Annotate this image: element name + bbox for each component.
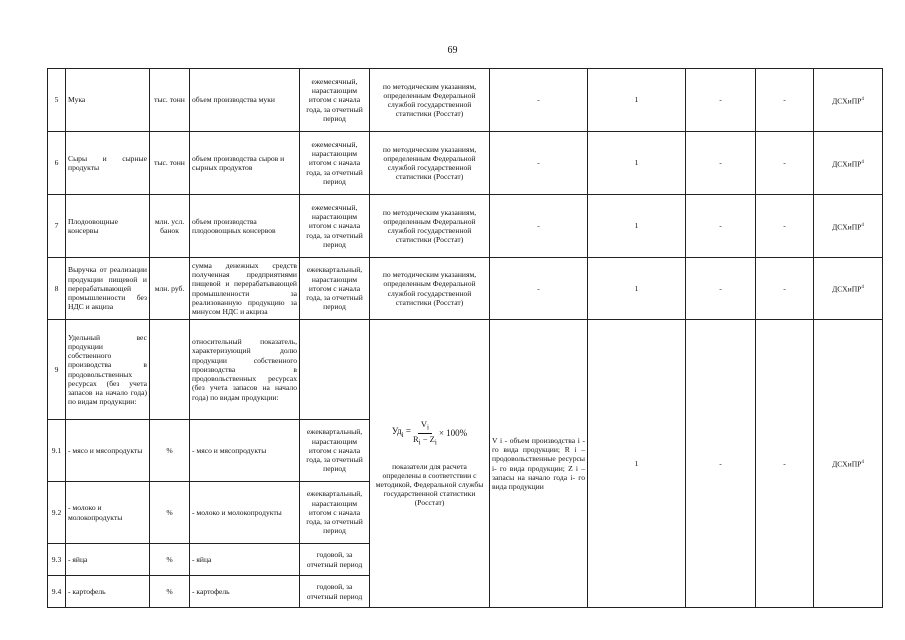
formula-lhs: $Уд_i$ = bbox=[391, 426, 411, 440]
periodicity: ежеквартальный, нарастающим итогом с начала года, за отчетный период bbox=[300, 258, 370, 320]
formula-lhs-sub: i bbox=[401, 430, 404, 440]
row-number: 9.3 bbox=[48, 544, 66, 576]
formula-denominator bbox=[413, 434, 437, 448]
row-number: 9 bbox=[48, 320, 66, 420]
method: по методическим указаниям, определенным Федеральной службой государственной статистики (Росстат) bbox=[370, 69, 490, 132]
indicator-name: - картофель bbox=[66, 576, 150, 608]
source-label: ДСХиПР bbox=[832, 459, 862, 469]
dash-cell: - bbox=[686, 132, 756, 195]
indicator-name: - мясо и мясопродукты bbox=[66, 420, 150, 482]
formula-cell: - bbox=[490, 132, 588, 195]
source-cell bbox=[814, 195, 883, 258]
value-cell: 1 bbox=[588, 132, 686, 195]
source-label: ДСХиПР bbox=[832, 222, 862, 232]
row-number: 8 bbox=[48, 258, 66, 320]
method: по методическим указаниям, определенным Федеральной службой государственной статистики (Росстат) bbox=[370, 132, 490, 195]
indicator-name: Удельный вес продукции собственного производства в продовольственных ресурсах (без учета запасов на начало года) по видам продукции: bbox=[66, 320, 150, 420]
source-cell bbox=[814, 258, 883, 320]
unit: % bbox=[150, 482, 190, 544]
table-row bbox=[48, 132, 883, 195]
indicator-description: относительный показатель, характеризующий долю продукции собственного производства в продовольственных ресурсах (без учета запасов на начало года) по видам продукции: bbox=[190, 320, 300, 420]
indicator-name: Выручка от реализации продукции пищевой и перерабатывающей промышленности без НДС и акциза bbox=[66, 258, 150, 320]
formula-cell: - bbox=[490, 69, 588, 132]
formula-cell: - bbox=[490, 195, 588, 258]
row-number: 6 bbox=[48, 132, 66, 195]
source-cell bbox=[814, 320, 883, 608]
dash-cell: - bbox=[756, 320, 814, 608]
source-cell bbox=[814, 69, 883, 132]
page-number: 69 bbox=[447, 45, 458, 56]
formula bbox=[372, 419, 487, 447]
formula-cell: - bbox=[490, 258, 588, 320]
unit: тыс. тонн bbox=[150, 132, 190, 195]
denominator-sub: i bbox=[418, 438, 421, 447]
value-cell: 1 bbox=[588, 320, 686, 608]
table-row bbox=[48, 320, 883, 420]
dash-cell: - bbox=[756, 258, 814, 320]
periodicity: годовой, за отчетный период bbox=[300, 576, 370, 608]
source-label: ДСХиПР bbox=[832, 284, 862, 294]
periodicity: ежеквартальный, нарастающим итогом с начала года, за отчетный период bbox=[300, 482, 370, 544]
value-cell: 1 bbox=[588, 258, 686, 320]
footnote-mark: 4 bbox=[861, 285, 864, 291]
denominator-sub2: i bbox=[434, 438, 437, 447]
unit: % bbox=[150, 420, 190, 482]
formula-numerator bbox=[418, 419, 432, 434]
formula-fraction bbox=[413, 419, 437, 447]
unit: млн. руб. bbox=[150, 258, 190, 320]
indicator-name: Сыры и сырные продукты bbox=[66, 132, 150, 195]
dash-cell: - bbox=[686, 195, 756, 258]
empty-cell bbox=[150, 320, 190, 420]
empty-cell bbox=[300, 320, 370, 420]
periodicity: ежемесячный, нарастающим итогом с начала года, за отчетный период bbox=[300, 132, 370, 195]
formula-lhs-text: Уд bbox=[391, 426, 402, 437]
unit: % bbox=[150, 576, 190, 608]
indicator-description: - картофель bbox=[190, 576, 300, 608]
dash-cell: - bbox=[756, 195, 814, 258]
periodicity: ежемесячный, нарастающим итогом с начала года, за отчетный период bbox=[300, 195, 370, 258]
indicator-name: - яйца bbox=[66, 544, 150, 576]
footnote-mark: 4 bbox=[861, 222, 864, 228]
formula-block bbox=[370, 320, 490, 608]
denominator-minus: − Z bbox=[420, 433, 435, 444]
indicator-name: Мука bbox=[66, 69, 150, 132]
source-cell bbox=[814, 132, 883, 195]
row-number: 9.2 bbox=[48, 482, 66, 544]
footnote-mark: 4 bbox=[861, 96, 864, 102]
unit: % bbox=[150, 544, 190, 576]
value-cell: 1 bbox=[588, 69, 686, 132]
indicator-description: объем производства плодоовощных консервов bbox=[190, 195, 300, 258]
row-number: 9.1 bbox=[48, 420, 66, 482]
periodicity: ежемесячный, нарастающим итогом с начала года, за отчетный период bbox=[300, 69, 370, 132]
indicator-description: сумма денежных средств полученная предприятиями пищевой и перерабатывающей промышленности за реализованную продукцию за минусом НДС и акциза bbox=[190, 258, 300, 320]
value-cell: 1 bbox=[588, 195, 686, 258]
table-row bbox=[48, 258, 883, 320]
numerator-text: V bbox=[420, 419, 427, 430]
numerator-sub: i bbox=[426, 423, 429, 432]
source-label: ДСХиПР bbox=[832, 159, 862, 169]
denominator-text: R bbox=[412, 433, 419, 444]
row-number: 9.4 bbox=[48, 576, 66, 608]
method: по методическим указаниям, определенным Федеральной службой государственной статистики (Росстат) bbox=[370, 195, 490, 258]
formula-note: показатели для расчета определены в соответствии с методикой, Федеральной службы государственной статистики (Росстат) bbox=[375, 461, 484, 508]
row-number: 7 bbox=[48, 195, 66, 258]
unit: млн. усл. банок bbox=[150, 195, 190, 258]
dash-cell: - bbox=[686, 320, 756, 608]
periodicity: годовой, за отчетный период bbox=[300, 544, 370, 576]
indicators-table bbox=[47, 68, 883, 608]
row-number: 5 bbox=[48, 69, 66, 132]
indicator-description: - яйца bbox=[190, 544, 300, 576]
periodicity: ежеквартальный, нарастающим итогом с начала года, за отчетный период bbox=[300, 420, 370, 482]
dash-cell: - bbox=[686, 69, 756, 132]
formula-rest: × 100% bbox=[438, 427, 468, 438]
indicator-description: объем производства муки bbox=[190, 69, 300, 132]
formula-legend: V i - объем производства i - го вида продукции; R i – продовольственные ресурсы i- го вида продукции; Z i – запасы на начало года i- го вида продукции bbox=[490, 320, 588, 608]
source-label: ДСХиПР bbox=[832, 96, 862, 106]
dash-cell: - bbox=[756, 69, 814, 132]
indicator-name: Плодоовощные консервы bbox=[66, 195, 150, 258]
footnote-mark: 4 bbox=[861, 159, 864, 165]
method: по методическим указаниям, определенным Федеральной службой государственной статистики (Росстат) bbox=[370, 258, 490, 320]
indicator-description: - мясо и мясопродукты bbox=[190, 420, 300, 482]
table-row bbox=[48, 195, 883, 258]
dash-cell: - bbox=[756, 132, 814, 195]
table-row bbox=[48, 69, 883, 132]
indicator-name: - молоко и молокопродукты bbox=[66, 482, 150, 544]
unit: тыс. тонн bbox=[150, 69, 190, 132]
indicator-description: - молоко и молокопродукты bbox=[190, 482, 300, 544]
dash-cell: - bbox=[686, 258, 756, 320]
indicator-description: объем производства сыров и сырных продуктов bbox=[190, 132, 300, 195]
footnote-mark: 4 bbox=[861, 460, 864, 466]
